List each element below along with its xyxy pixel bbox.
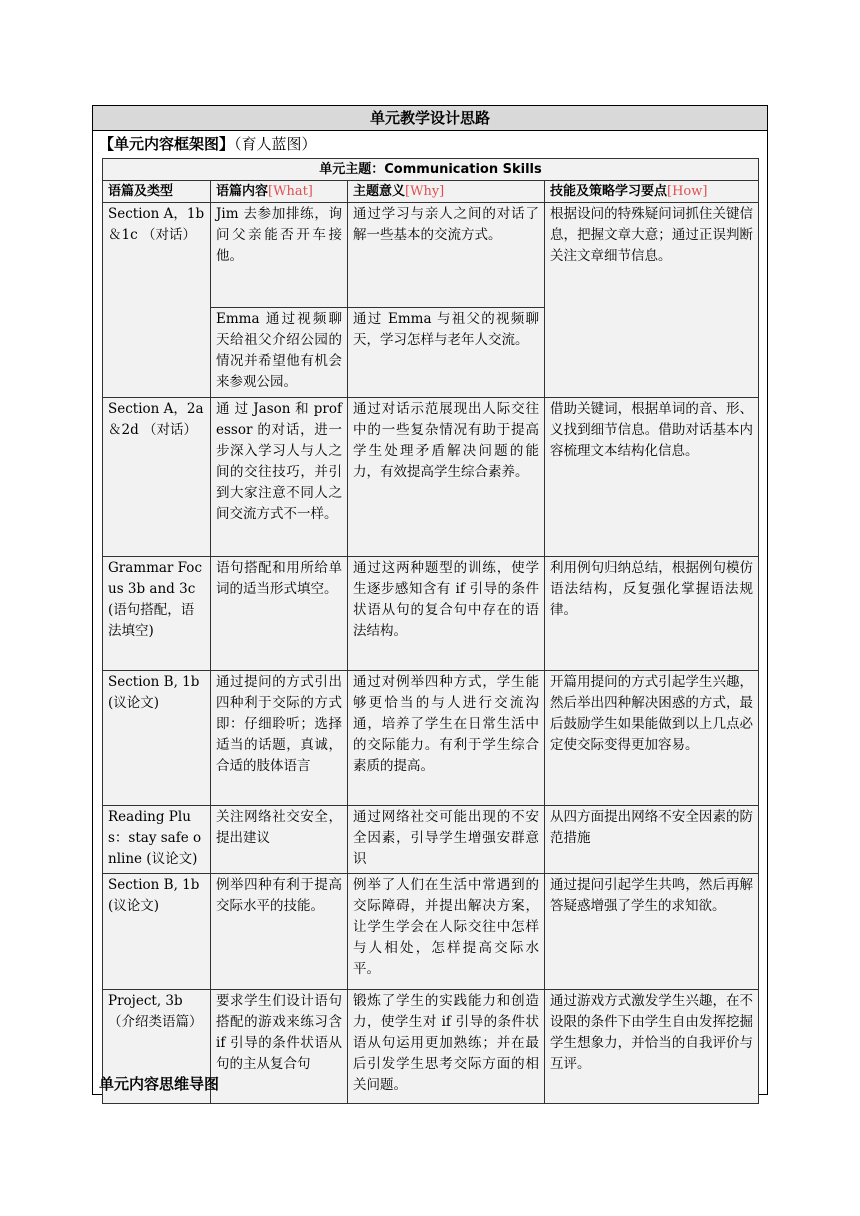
table-row: [103, 671, 759, 806]
theme-row: [103, 159, 759, 181]
header-type: [103, 181, 211, 203]
mindmap-heading: 单元内容思维导图: [99, 1075, 220, 1093]
cell-content: 语句搭配和用所给单词的适当形式填空。: [211, 557, 348, 671]
unit-content-table: [102, 158, 759, 1104]
cell-type: Section A，2a ＆2d （对话）: [103, 398, 211, 557]
cell-skills: 从四方面提出网络不安全因素的防范措施: [545, 806, 759, 874]
cell-meaning: 锻炼了学生的实践能力和创造力，使学生对 if 引导的条件状语从句运用更加熟练；并在最后引发学生思考交际方面的相关问题。: [348, 990, 545, 1104]
cell-type: Section B, 1b (议论文): [103, 874, 211, 990]
table-row: [103, 398, 759, 557]
cell-content: 通 过 Jason 和 professor 的对话，进一步深入学习人与人之间的交往技巧，并引到大家注意不同人之间交流方式不一样。: [211, 398, 348, 557]
table-row: [103, 874, 759, 990]
framework-heading: [99, 134, 317, 154]
unit-theme: 单元主题：Communication Skills: [103, 159, 759, 181]
cell-meaning: 例举了人们在生活中常遇到的交际障碍，并提出解决方案，让学生学会在人际交往中怎样与人相处，怎样提高交际水平。: [348, 874, 545, 990]
cell-skills: 开篇用提问的方式引起学生兴趣，然后举出四种解决困惑的方式，最后鼓励学生如果能做到以上几点必定使交际变得更加容易。: [545, 671, 759, 806]
table-row: [103, 806, 759, 874]
header-skills-tag: [How]: [667, 184, 708, 199]
cell-skills: 借助关键词，根据单词的音、形、义找到细节信息。借助对话基本内容梳理文本结构化信息。: [545, 398, 759, 557]
table-row: [103, 557, 759, 671]
cell-skills: 根据设问的特殊疑问词抓住关键信息，把握文章大意；通过正误判断关注文章细节信息。: [545, 203, 759, 398]
document-title: 单元教学设计思路: [93, 106, 767, 131]
cell-meaning: 通过 Emma 与祖父的视频聊天，学习怎样与老年人交流。: [348, 308, 545, 398]
cell-content: 关注网络社交安全，提出建议: [211, 806, 348, 874]
header-content-label: 语篇内容: [216, 184, 269, 199]
cell-meaning: 通过对话示范展现出人际交往中的一些复杂情况有助于提高学生处理矛盾解决问题的能力，有效提高学生综合素养。: [348, 398, 545, 557]
table-row: [103, 203, 759, 308]
cell-type: Section B, 1b (议论文): [103, 671, 211, 806]
cell-content: Emma 通过视频聊天给祖父介绍公园的情况并希望他有机会来参观公园。: [211, 308, 348, 398]
cell-type: Project, 3b （介绍类语篇）: [103, 990, 211, 1104]
framework-heading-sub: （育人蓝图）: [234, 135, 317, 153]
cell-meaning: 通过网络社交可能出现的不安全因素，引导学生增强安群意识: [348, 806, 545, 874]
header-row: [103, 181, 759, 203]
cell-skills: 通过游戏方式激发学生兴趣，在不设限的条件下由学生自由发挥挖掘学生想象力，并恰当的自我评价与互评。: [545, 990, 759, 1104]
cell-skills: 利用例句归纳总结，根据例句模仿语法结构，反复强化掌握语法规律。: [545, 557, 759, 671]
header-meaning: [348, 181, 545, 203]
header-content-tag: [What]: [268, 184, 313, 199]
header-content: [211, 181, 348, 203]
header-skills: [545, 181, 759, 203]
design-document-frame: [92, 105, 768, 1095]
cell-skills: 通过提问引起学生共鸣，然后再解答疑惑增强了学生的求知欲。: [545, 874, 759, 990]
header-meaning-tag: [Why]: [405, 184, 445, 199]
header-meaning-label: 主题意义: [353, 184, 406, 199]
framework-heading-main: 【单元内容框架图】: [99, 135, 235, 153]
cell-meaning: 通过对例举四种方式，学生能够更恰当的与人进行交流沟通，培养了学生在日常生活中的交际能力。有利于学生综合素质的提高。: [348, 671, 545, 806]
cell-content: 要求学生们设计语句搭配的游戏来练习含 if 引导的条件状语从句的主从复合句: [211, 990, 348, 1104]
cell-type: Grammar Focus 3b and 3c (语句搭配，语法填空): [103, 557, 211, 671]
cell-content: 例举四种有利于提高交际水平的技能。: [211, 874, 348, 990]
cell-type: Section A，1b ＆1c （对话）: [103, 203, 211, 398]
cell-meaning: 通过这两种题型的训练，使学生逐步感知含有 if 引导的条件状语从句的复合句中存在的语法结构。: [348, 557, 545, 671]
header-skills-label: 技能及策略学习要点: [550, 184, 668, 199]
header-type-label: 语篇及类型: [108, 184, 174, 199]
cell-meaning: 通过学习与亲人之间的对话了解一些基本的交流方式。: [348, 203, 545, 308]
cell-content: 通过提问的方式引出四种利于交际的方式即：仔细聆听；选择适当的话题，真诚，合适的肢体语言: [211, 671, 348, 806]
cell-type: Reading Plus：stay safe online (议论文): [103, 806, 211, 874]
cell-content: Jim 去参加排练，询问父亲能否开车接他。: [211, 203, 348, 308]
